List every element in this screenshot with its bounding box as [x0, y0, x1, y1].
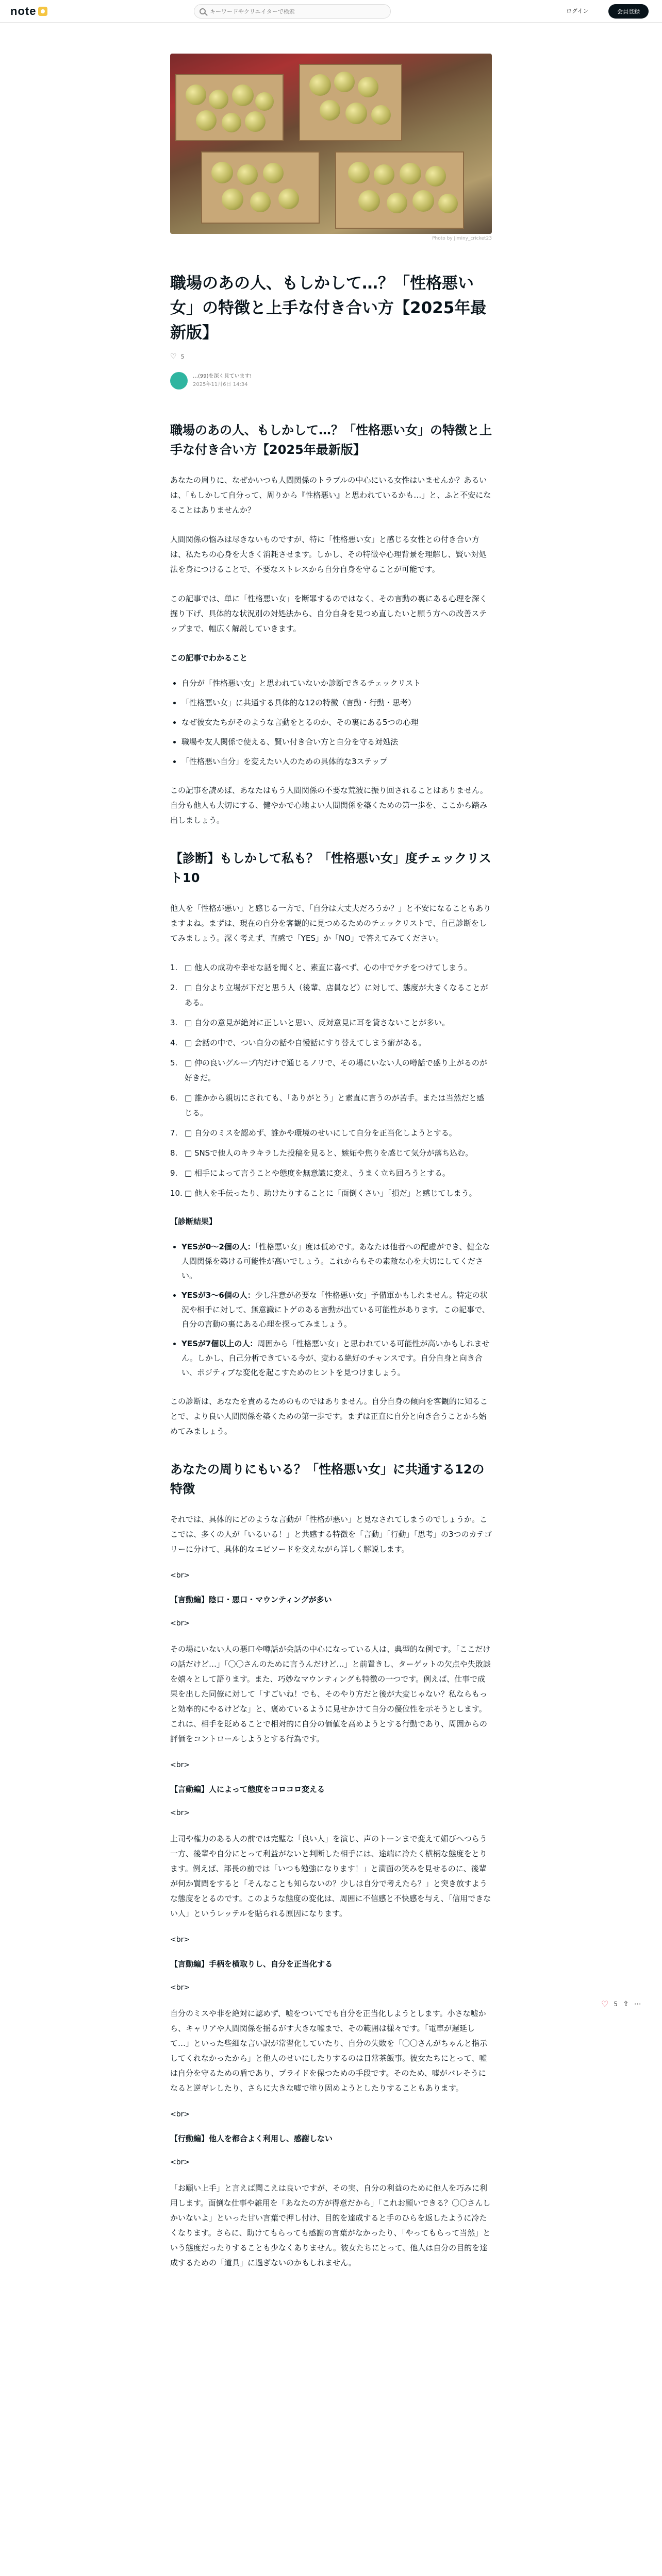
share-icon[interactable]: ⇪ [622, 1999, 629, 2008]
list-item: • 職場や友人関係で使える、賢い付き合い方と自分を守る対処法 [181, 735, 492, 749]
list-item: • なぜ彼女たちがそのような言動をとるのか、その裏にある5つの心理 [181, 715, 492, 730]
checklist-item: 5. □ 仲の良いグループ内だけで通じるノリで、その場にいない人の噂話で盛り上がるのが好きだ。 [170, 1058, 487, 1082]
br-text: <br> [170, 1619, 190, 1628]
avatar[interactable] [170, 372, 188, 389]
hero-credit: Photo by Jiminy_cricket23 [432, 236, 492, 241]
note-logo[interactable] [10, 5, 47, 18]
article-body [170, 420, 492, 2270]
br-text: <br> [170, 1936, 190, 1944]
author-name[interactable]: …(99)を深く見ています! [193, 374, 252, 379]
result-item: • YESが0〜2個の人：「性格悪い女」度は低めです。あなたは他者への配慮ができ、健全な人間関係を築ける可能性が高いでしょう。これからもその素敵な心を大切にしてください。 [181, 1240, 492, 1283]
paragraph: この診断は、あなたを責めるためのものではありません。自分自身の傾向を客観的に知ることで、より良い人間関係を築くための第一歩です。まずは正直に自分と向き合うことから始めてみましょう。 [170, 1397, 488, 1436]
article [170, 54, 492, 2285]
paragraph: それでは、具体的にどのような言動が「性格が悪い」と見なされてしまうのでしょうか。ここでは、多くの人が「いるいる！」と共感する特徴を「言動」「行動」「思考」の3つのカテゴリーに分けて、具体的なエピソードを交えながら詳しく解説します。 [170, 1515, 492, 1554]
br-text: <br> [170, 1761, 190, 1769]
br-text: <br> [170, 1809, 190, 1817]
checklist-item: 1. □ 他人の成功や幸せな話を聞くと、素直に喜べず、心の中でケチをつけてしまう。 [170, 963, 472, 972]
intro-heading: 職場のあの人、もしかして…？「性格悪い女」の特徴と上手な付き合い方【2025年最新版】 [170, 423, 492, 457]
paragraph: 人間関係の悩みは尽きないものですが、特に「性格悪い女」と感じる女性との付き合い方は、私たちの心身を大きく消耗させます。しかし、その特徴や心理背景を理解し、賢い対処法を身につけることで、不要なストレスから自分自身を守ることが可能です。 [170, 535, 487, 574]
likes-count: 5 [180, 353, 185, 360]
subheading: 【言動編】手柄を横取りし、自分を正当化する [170, 1959, 333, 1969]
learn-list [181, 676, 492, 769]
result-label: 【診断結果】 [170, 1217, 217, 1226]
search-input[interactable] [210, 8, 380, 15]
paragraph: 上司や権力のある人の前では完璧な「良い人」を演じ、声のトーンまで変えて媚びへつらう一方、後輩や自分にとって利益がないと判断した相手には、途端に冷たく横柄な態度をとります。例えば、部長の前では「いつも勉強になります！」と満面の笑みを見せるのに、後輩が何か質問をすると「そんなことも知らないの？少しは自分で考えたら？」と突き放すような態度をとるのです。このような態度の変化は、周囲に不信感と不快感を与え、「信用できない人」というレッテルを貼られる原因になります。 [170, 1834, 491, 1918]
list-item: • 「性格悪い自分」を変えたい人のための具体的な3ステップ [181, 754, 492, 769]
paragraph: この記事を読めば、あなたはもう人間関係の不要な荒波に振り回されることはありません。自分も他人も大切にする、健やかで心地よい人間関係を築くための第一歩を、ここから踏み出しましょう。 [170, 786, 488, 825]
like-heart-icon[interactable]: ♡ [601, 1999, 609, 2009]
result-list [181, 1240, 492, 1380]
hero-image [170, 54, 492, 234]
author-block [170, 372, 492, 389]
paragraph: 自分のミスや非を絶対に認めず、嘘をついてでも自分を正当化しようとします。小さな嘘から、キャリアや人間関係を揺るがす大きな嘘まで、その範囲は様々です。「電車が遅延して…」といった些細な言い訳が常習化していたり、自分の失敗を「〇〇さんがちゃんと指示してくれなかったから」と他人のせいにしたりするのは日常茶飯事。彼女たちにとって、嘘は自分を守るための盾であり、プライドを保つための手段です。そのため、嘘がバレそうになると逆ギレしたり、さらに大きな嘘で塗り固めようとしたりすることもあります。 [170, 2009, 488, 2093]
br-text: <br> [170, 1984, 190, 1992]
checklist-item: 6. □ 誰かから親切にされても、「ありがとう」と素直に言うのが苦手。または当然だと感じる。 [170, 1093, 485, 1117]
publish-date: 2025年11月6日 14:34 [193, 382, 248, 387]
login-link[interactable]: ログイン [566, 8, 589, 14]
paragraph: 他人を「性格が悪い」と感じる一方で、「自分は大丈夫だろうか？」と不安になることもありますよね。まずは、現在の自分を客観的に見つめるためのチェックリストで、自己診断をしてみましょう。深く考えず、直感で「YES」か「NO」で答えてみてください。 [170, 904, 491, 943]
paragraph: その場にいない人の悪口や噂話が会話の中心になっている人は、典型的な例です。「ここだけの話だけど…」「〇〇さんのために言うんだけど…」と前置きし、ターゲットの欠点や失敗談を嬉々として語ります。また、巧妙なマウンティングも特徴の一つです。例えば、仕事で成果を出した同僚に対して「すごいね！でも、そのやり方だと後が大変じゃない？私ならもっと効率的にやるけどな」と、褒めているように見せかけて自分の優位性を示そうとします。これは、相手を貶めることで相対的に自分の価値を高めようとする行動であり、周囲からの評価をコントロールしようとする行為です。 [170, 1645, 491, 1743]
logo-badge-icon [38, 7, 47, 16]
learn-label: この記事でわかること [170, 653, 248, 663]
subheading: 【言動編】陰口・悪口・マウンティングが多い [170, 1595, 332, 1604]
floating-actions [601, 1999, 642, 2009]
checklist [170, 960, 492, 1201]
checklist-item: 9. □ 相手によって言うことや態度を無意識に変え、うまく立ち回ろうとする。 [170, 1168, 450, 1178]
result-item: • YESが7個以上の人：周囲から「性格悪い女」と思われている可能性が高いかもしれません。しかし、自己分析できている今が、変わる絶好のチャンスです。自分自身と向き合い、ポジティブな変化を起こすためのヒントを見つけましょう。 [181, 1336, 492, 1380]
list-item: • 「性格悪い女」に共通する具体的な12の特徴（言動・行動・思考） [181, 696, 492, 710]
heart-icon[interactable]: ♡ [170, 352, 177, 361]
subheading: 【言動編】人によって態度をコロコロ変える [170, 1785, 325, 1794]
search-bar[interactable] [194, 4, 391, 19]
br-text: <br> [170, 2158, 190, 2166]
checklist-item: 8. □ SNSで他人のキラキラした投稿を見ると、嫉妬や焦りを感じて気分が落ち込む。 [170, 1148, 473, 1158]
paragraph: 「お願い上手」と言えば聞こえは良いですが、その実、自分の利益のために他人を巧みに利用します。面倒な仕事や雑用を「あなたの方が得意だから」「これお願いできる？〇〇さんしかいないよ」といった甘い言葉で押し付け、目的を達成すると手のひらを返したように冷たくなります。さらに、助けてもらっても感謝の言葉がなかったり、「やってもらって当然」という態度だったりすることも少なくありません。彼女たちにとって、他人は自分の目的を達成するための「道具」に過ぎないのかもしれません。 [170, 2183, 491, 2267]
article-title: 職場のあの人、もしかして…？「性格悪い女」の特徴と上手な付き合い方【2025年最新版】 [170, 274, 487, 342]
site-header [0, 0, 662, 23]
checklist-item: 4. □ 会話の中で、つい自分の話や自慢話にすり替えてしまう癖がある。 [170, 1038, 426, 1047]
br-text: <br> [170, 2110, 190, 2119]
checklist-item: 7. □ 自分のミスを認めず、誰かや環境のせいにして自分を正当化しようとする。 [170, 1128, 457, 1138]
subheading: 【行動編】他人を都合よく利用し、感謝しない [170, 2134, 333, 2143]
signup-button[interactable]: 会員登録 [608, 4, 649, 19]
traits-heading: あなたの周りにもいる？「性格悪い女」に共通する12の特徴 [170, 1462, 485, 1496]
check-heading: 【診断】もしかして私も？「性格悪い女」度チェックリスト10 [170, 851, 491, 885]
floating-likes-count: 5 [614, 2000, 618, 2008]
likes-row [170, 352, 492, 361]
paragraph: あなたの周りに、なぜかいつも人間関係のトラブルの中心にいる女性はいませんか？あるいは、「もしかして自分って、周りから『性格悪い』と思われているかも…」と、ふと不安になることはありませんか？ [170, 476, 491, 515]
logo-text: note [10, 5, 37, 18]
search-icon [200, 8, 206, 14]
checklist-item: 3. □ 自分の意見が絶対に正しいと思い、反対意見に耳を貸さないことが多い。 [170, 1018, 450, 1027]
checklist-item: 2. □ 自分より立場が下だと思う人（後輩、店員など）に対して、態度が大きくなることがある。 [170, 983, 488, 1007]
result-item: • YESが3〜6個の人：少し注意が必要な「性格悪い女」予備軍かもしれません。特定の状況や相手に対して、無意識にトゲのある言動が出ている可能性があります。この記事で、自分の言動の裏にある心理を探ってみましょう。 [181, 1288, 492, 1331]
br-text: <br> [170, 1571, 190, 1580]
list-item: • 自分が「性格悪い女」と思われていないか診断できるチェックリスト [181, 676, 492, 690]
checklist-item: 10. □ 他人を手伝ったり、助けたりすることに「面倒くさい」「損だ」と感じてしまう。 [170, 1189, 477, 1198]
more-icon[interactable]: ⋯ [634, 1999, 642, 2008]
paragraph: この記事では、単に「性格悪い女」を断罪するのではなく、その言動の裏にある心理を深く掘り下げ、具体的な状況別の対処法から、自分自身を見つめ直したいと願う方への改善ステップまで、幅広く解説していきます。 [170, 594, 487, 633]
